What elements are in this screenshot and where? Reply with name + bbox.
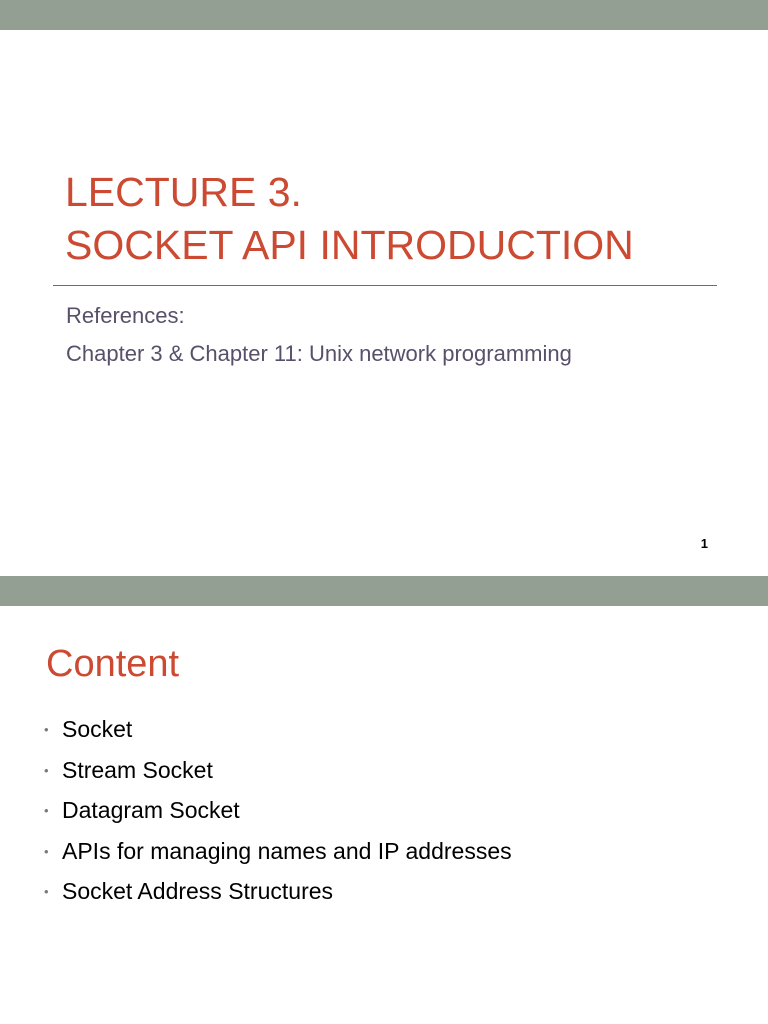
title-line-1: LECTURE 3. [65, 169, 302, 215]
references-label: References: [66, 303, 185, 328]
bullet-dot-icon: • [44, 884, 49, 899]
content-bullet-list [44, 711, 512, 914]
bullet-text: Stream Socket [62, 756, 213, 783]
title-divider [53, 285, 717, 286]
slide-header-band [0, 576, 768, 606]
title-line-2: SOCKET API INTRODUCTION [65, 222, 634, 268]
slide-content [0, 576, 768, 1024]
bullet-item [44, 711, 512, 752]
bullet-dot-icon: • [44, 762, 49, 778]
bullet-item [44, 792, 512, 833]
slide-page-number: 1 [700, 536, 708, 551]
bullet-text: Datagram Socket [62, 797, 240, 823]
bullet-item [44, 833, 512, 874]
content-heading: Content [46, 643, 180, 685]
slide-title-heading [65, 166, 725, 272]
bullet-dot-icon: • [44, 803, 49, 818]
bullet-item [44, 752, 512, 793]
bullet-dot-icon: • [44, 722, 49, 737]
bullet-dot-icon: • [44, 843, 49, 859]
slide-header-band [0, 0, 768, 30]
bullet-text: Socket Address Structures [62, 878, 334, 904]
bullet-item [44, 873, 512, 914]
bullet-text: Socket [62, 716, 133, 742]
slide-subtitle [66, 297, 716, 373]
bullet-text: APIs for managing names and IP addresses [62, 837, 512, 864]
references-detail: Chapter 3 & Chapter 11: Unix network programming [66, 341, 572, 366]
